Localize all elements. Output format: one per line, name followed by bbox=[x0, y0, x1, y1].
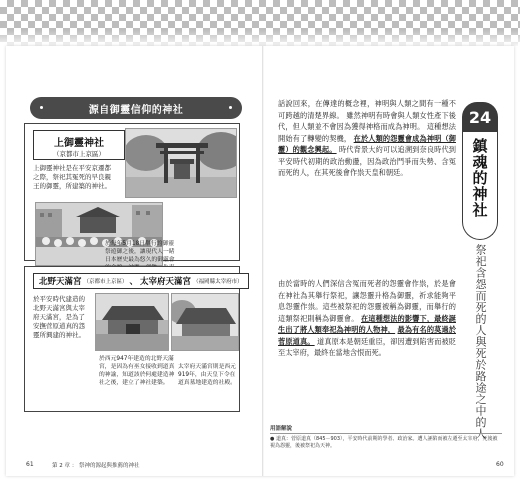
left-section-header bbox=[30, 97, 242, 119]
header-dot-right bbox=[229, 106, 232, 109]
body-para-6: 道真原本是朝廷重臣，卻因遭到陷害而被貶至太宰府，最終在當地含恨而死。 bbox=[278, 336, 456, 357]
right-page-number: 60 bbox=[496, 461, 504, 468]
goryo-festival-caption: 於每年5月18日舉行的御靈祭遊御之後，讓現代人一睹日本歷史最為悠久的御靈會 bbox=[105, 241, 175, 263]
left-section-header-text: 源自御靈信仰的神社 bbox=[88, 104, 184, 116]
body-text-lower bbox=[278, 278, 456, 410]
book-gutter bbox=[262, 46, 264, 476]
kitano-photo-caption: 於西元947年建造的北野天滿宮，是因為有巫女接收到道真的神諭，知道該於何處建造神社之後，建立了神社建築。 bbox=[99, 356, 175, 386]
body-text-upper bbox=[278, 98, 456, 270]
kitano-dazaifu-tag bbox=[33, 273, 249, 289]
section-title: 鎮魂的神社 bbox=[470, 138, 489, 218]
dazaifu-shrine-photo bbox=[171, 293, 239, 351]
glossary-title: 用語解說 bbox=[270, 424, 502, 434]
tag-separator: 、 bbox=[129, 277, 139, 287]
dazaifu-name: 太宰府天滿宮 bbox=[140, 277, 192, 287]
body-para-3: 這種想法開始有了轉變的契機， bbox=[278, 122, 456, 143]
body-highlight-2: 在這種想法的影響下，最終誕生出了將人類奉祀為神明的人物神， bbox=[278, 313, 456, 334]
subtitle-text: 祭祀含怨而死的人與死於路途之中的人 bbox=[474, 244, 487, 440]
dazaifu-photo-caption: 太宰府天滿宮則是西元919年，由天皇下令在道真墓地建造的社殿。 bbox=[178, 364, 236, 386]
body-para-1: 話說回來，在傳達的概念裡，神明與人類之間有一種不可跨越的清楚界線。 bbox=[278, 99, 456, 120]
kitano-illustration bbox=[96, 294, 169, 351]
kitano-shrine-photo bbox=[95, 293, 169, 351]
kamigoryo-tag bbox=[33, 130, 125, 160]
section-number-badge: 24 bbox=[462, 102, 498, 132]
kitano-dazaifu-box bbox=[24, 266, 243, 412]
kamigoryo-box bbox=[24, 123, 240, 261]
body-highlight-3: 最為有名的莫過於菅原道真。 bbox=[278, 325, 456, 346]
chapter-footer: 第 2 章 ： 祭神的源起與推薦的神社 bbox=[52, 463, 140, 469]
body-para-2: 雖然神明有時會與人類女性產下後代，但人類並不會因為獲得神格而成為神明。 bbox=[278, 110, 456, 131]
dazaifu-location: （福岡縣太宰府市） bbox=[193, 279, 243, 285]
kitano-description: 於平安時代建造的北野天滿宮與太宰府天滿宮，是為了安撫菅原道真的怨靈所興建的神社。 bbox=[33, 295, 85, 339]
section-subtitle bbox=[472, 244, 488, 440]
kamigoryo-location: （京都市上京區） bbox=[53, 150, 105, 158]
torii-illustration bbox=[126, 129, 237, 198]
dazaifu-illustration bbox=[172, 294, 239, 351]
section-title-frame bbox=[462, 132, 498, 240]
body-para-5: 由於當時的人們深信含冤而死者的怨靈會作祟，於是會在神社為其舉行祭祀，讓怨靈升格為御靈，祈求能夠平息怨靈作祟。這些被祭祀的怨靈被稱為御靈，而舉行的這類祭祀則稱為御靈會。 bbox=[278, 279, 456, 323]
kamigoryo-shrine-photo bbox=[125, 128, 237, 198]
glossary-box bbox=[270, 424, 502, 450]
kamigoryo-description: 上御靈神社是在平安京遷都之際，祭祀其冤死的早良親王的御靈，所建築的神社。 bbox=[33, 164, 111, 190]
body-para-4: 時代背景大約可以追溯到奈良時代到平安時代初期的政治動盪，因為政治鬥爭而失勢、含冤而死的人，在其死後會作祟天皇和朝廷。 bbox=[278, 145, 456, 177]
kitano-name: 北野天滿宮 bbox=[39, 277, 82, 287]
body-highlight-1: 在於人類的怨靈會成為神明（御靈）的觀念興起。 bbox=[278, 133, 456, 154]
kamigoryo-name: 上御靈神社 bbox=[54, 138, 104, 149]
header-dot-left bbox=[40, 106, 43, 109]
left-page-number: 61 bbox=[26, 461, 34, 468]
kitano-location: （京都市上京區） bbox=[83, 279, 128, 285]
glossary-text: ● 道真：菅原道真（845－903），平安時代前期的學者、政治家。遭人誣陷而被左遷至太宰府，死後被視為怨靈，後被祭祀為天神。 bbox=[270, 436, 498, 449]
